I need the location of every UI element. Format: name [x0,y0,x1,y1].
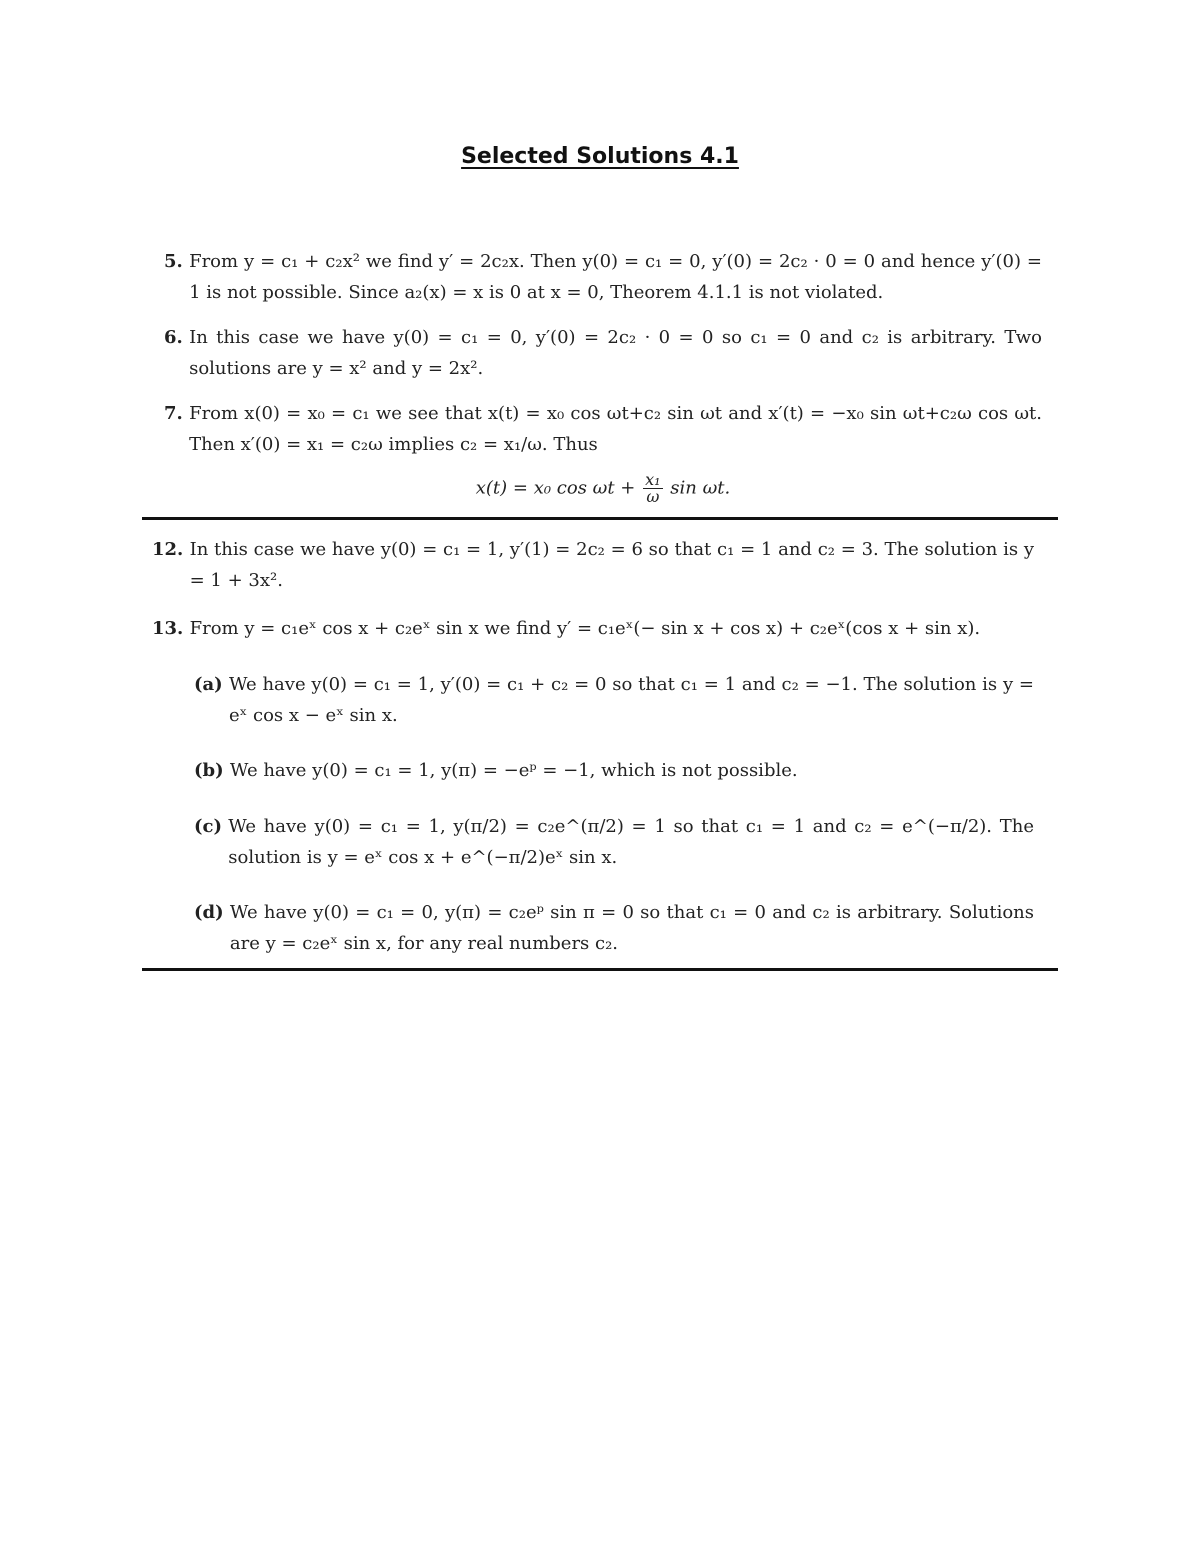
sub-part-text: We have y(0) = c₁ = 1, y(π/2) = c₂e^(π/2) = 1 so that c₁ = 1 and c₂ = e^(−π/2). The solution is y = eˣ cos x + e^(−π/2)eˣ sin x. [228,816,1034,868]
sub-part-label: (a) [194,674,223,695]
sub-part-text: We have y(0) = c₁ = 1, y(π) = −eᵖ = −1, which is not possible. [229,760,798,781]
page-title: Selected Solutions 4.1 [461,144,739,169]
sub-part-label: (c) [194,816,222,837]
fraction [643,472,662,505]
item-text: In this case we have y(0) = c₁ = 0, y′(0) = 2c₂ · 0 = 0 so c₁ = 0 and c₂ is arbitrary. Two solutions are y = x² and y = 2x². [189,327,1042,379]
solution-item-12 [152,534,1034,596]
item-text: From y = c₁ + c₂x² we find y′ = 2c₂x. Then y(0) = c₁ = 0, y′(0) = 2c₂ · 0 = 0 and hence y′(0) = 1 is not possible. Since a₂(x) = x is 0 at x = 0, Theorem 4.1.1 is not violated. [189,251,1042,303]
item-text: In this case we have y(0) = c₁ = 1, y′(1) = 2c₂ = 6 so that c₁ = 1 and c₂ = 3. The solution is y = 1 + 3x². [189,539,1034,591]
display-equation [164,472,1042,505]
sub-part-text: We have y(0) = c₁ = 1, y′(0) = c₁ + c₂ = 0 so that c₁ = 1 and c₂ = −1. The solution is y = eˣ cos x − eˣ sin x. [228,674,1034,726]
solution-item-7 [164,398,1042,505]
solution-item-6 [164,322,1042,384]
sub-part-d [194,897,1034,959]
item-text: From y = c₁eˣ cos x + c₂eˣ sin x we find y′ = c₁eˣ(− sin x + cos x) + c₂eˣ(cos x + sin x). [189,618,981,639]
solution-item-13 [152,613,1034,644]
item-number: 12. [152,539,184,560]
sub-part-a [194,669,1034,731]
sub-part-text: We have y(0) = c₁ = 0, y(π) = c₂eᵖ sin π = 0 so that c₁ = 0 and c₂ is arbitrary. Solutions are y = c₂eˣ sin x, for any real numbers c₂. [229,902,1034,954]
sub-part-c [194,811,1034,873]
item-number: 7. [164,403,183,424]
sub-part-label: (b) [194,760,224,781]
solution-item-5 [164,246,1042,308]
equation-lhs: x(t) = x₀ cos ωt + [475,477,636,499]
sub-part-label: (d) [194,902,224,923]
item-text: From x(0) = x₀ = c₁ we see that x(t) = x₀ cos ωt+c₂ sin ωt and x′(t) = −x₀ sin ωt+c₂ω cos ωt. Then x′(0) = x₁ = c₂ω implies c₂ = x₁/ω. Thus [189,403,1042,455]
fraction-numerator: x₁ [645,470,661,489]
item-number: 13. [152,618,184,639]
item-number: 6. [164,327,183,348]
sub-part-b [194,755,1034,786]
fraction-denominator: ω [646,487,660,506]
section-divider [142,968,1058,971]
item-number: 5. [164,251,183,272]
equation-rhs: sin ωt. [670,477,731,499]
section-divider [142,517,1058,520]
